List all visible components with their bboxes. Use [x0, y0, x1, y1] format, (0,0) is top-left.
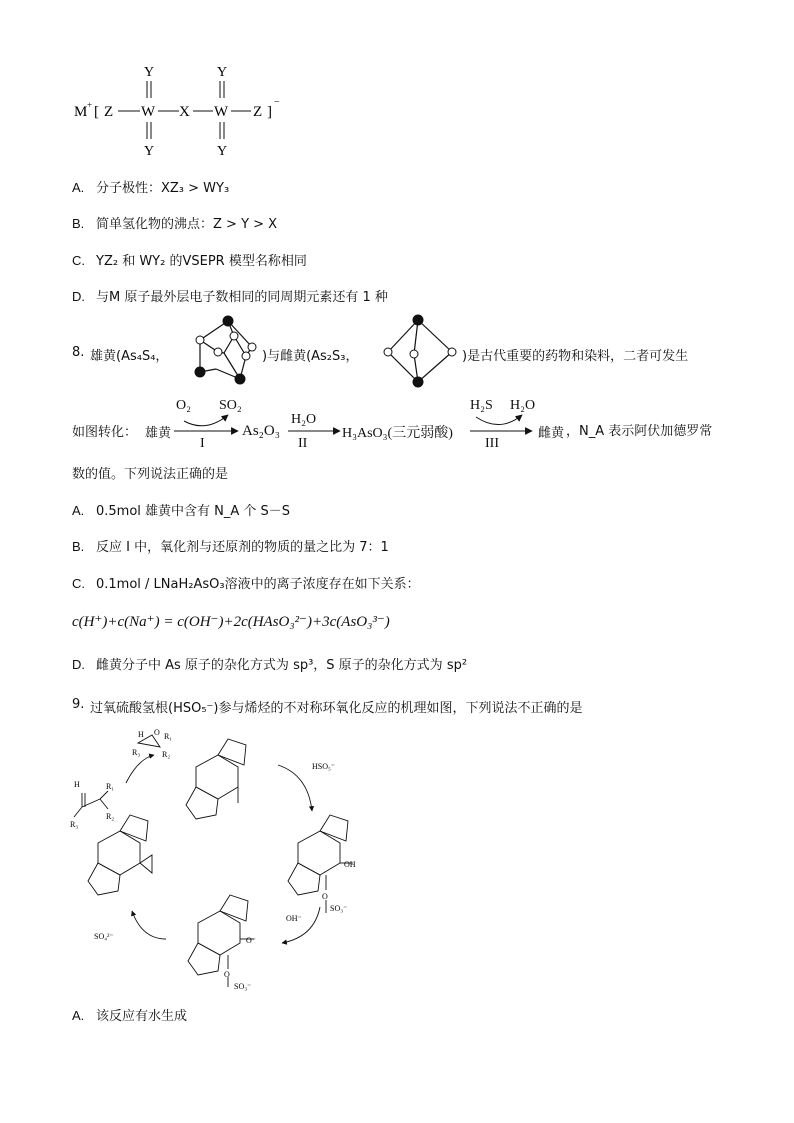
svg-text:[: [: [94, 104, 99, 120]
svg-text:−: −: [274, 97, 280, 108]
svg-text:H: H: [138, 730, 144, 739]
q7-option-a[interactable]: A. 分子极性：XZ₃ > WY₃: [72, 180, 230, 196]
q8-line2-prefix: 如图转化：: [72, 425, 138, 440]
svg-text:R₂: R₂: [162, 750, 171, 759]
scheme-intermediate-1: As₂O₃: [242, 423, 280, 439]
atom-z-left: Z: [104, 104, 114, 120]
realgar-structure-diagram: [188, 314, 264, 386]
q8-option-a[interactable]: A. 0.5mol 雄黄中含有 N_A 个 S－S: [72, 503, 291, 519]
q9-option-a[interactable]: A. 该反应有水生成: [72, 1008, 188, 1024]
svg-text:OH⁻: OH⁻: [286, 914, 302, 923]
q7-option-d[interactable]: D. 与M 原子最外层电子数相同的同周期元素还有 1 种: [72, 289, 388, 305]
svg-text:H: H: [74, 780, 80, 789]
q8-option-b[interactable]: B. 反应 I 中，氧化剂与还原剂的物质的量之比为 7：1: [72, 539, 389, 555]
q8-option-c-equation: c(H⁺)+c(Na⁺) = c(OH⁻)+2c(HAsO₃²⁻)+3c(AsO₃³⁻): [72, 614, 390, 630]
svg-text:+: +: [87, 100, 93, 110]
atom-z-right: Z: [253, 104, 263, 120]
q7-structure-diagram: [60, 60, 300, 165]
q8-number: 8.: [72, 345, 85, 360]
step2-label: II: [298, 436, 308, 451]
step3-label: III: [485, 436, 499, 451]
epoxidation-mechanism-diagram: [68, 725, 378, 995]
q7-option-b[interactable]: B. 简单氢化物的沸点：Z > Y > X: [72, 216, 278, 232]
atom-y-bottom-right: Y: [217, 144, 228, 159]
q8-line2-suffix: ，N_A 表示阿伏加德罗常: [566, 424, 713, 439]
q8-intro-b: )与雌黄(As₂S₃，: [262, 349, 359, 364]
q8-intro-a: 雄黄(As₄S₄，: [90, 349, 169, 364]
svg-text:O⁻: O⁻: [246, 936, 256, 945]
svg-text:HSO₅⁻: HSO₅⁻: [312, 762, 336, 771]
step3-byproduct: H₂O: [510, 398, 536, 413]
svg-text:OH: OH: [344, 860, 356, 869]
atom-w-right: W: [214, 104, 229, 120]
svg-text:R₂: R₂: [106, 812, 115, 821]
cation-symbol: M: [74, 104, 88, 120]
svg-text:SO₄²⁻: SO₄²⁻: [94, 932, 114, 941]
step1-reagent: O₂: [176, 398, 191, 413]
svg-text:R₃: R₃: [132, 748, 141, 757]
svg-text:R₁: R₁: [106, 782, 115, 791]
scheme-end: 雌黄: [538, 426, 565, 441]
q8-option-d[interactable]: D. 雌黄分子中 As 原子的杂化方式为 sp³，S 原子的杂化方式为 sp²: [72, 657, 468, 673]
atom-y-bottom-left: Y: [144, 144, 155, 159]
scheme-intermediate-2: H₃AsO₃(三元弱酸): [342, 426, 453, 441]
svg-text:R₁: R₁: [164, 732, 173, 741]
q8-intro-c: )是古代重要的药物和染料，二者可发生: [462, 349, 689, 364]
q9-number: 9.: [72, 697, 85, 712]
step2-reagent: H₂O: [291, 412, 317, 427]
orpiment-structure-diagram: [380, 312, 460, 388]
svg-text:SO₃⁻: SO₃⁻: [234, 982, 252, 991]
step1-label: I: [200, 436, 205, 451]
svg-text:]: ]: [267, 104, 272, 120]
scheme-start: 雄黄: [145, 426, 172, 441]
svg-text:R₃: R₃: [70, 820, 79, 829]
q9-stem: 过氧硫酸氢根(HSO₅⁻)参与烯烃的不对称环氧化反应的机理如图，下列说法不正确的是: [90, 701, 583, 716]
svg-text:O: O: [154, 728, 160, 737]
atom-y-top-left: Y: [144, 65, 155, 80]
q7-option-c[interactable]: C. YZ₂ 和 WY₂ 的VSEPR 模型名称相同: [72, 253, 307, 269]
step1-byproduct: SO₂: [219, 398, 242, 413]
svg-text:O: O: [224, 970, 230, 979]
q8-option-c[interactable]: C. 0.1mol / LNaH₂AsO₃溶液中的离子浓度存在如下关系：: [72, 576, 420, 592]
atom-x: X: [179, 104, 190, 120]
atom-w-left: W: [141, 104, 156, 120]
atom-y-top-right: Y: [217, 65, 228, 80]
svg-text:SO₃⁻: SO₃⁻: [330, 904, 348, 913]
svg-text:O: O: [322, 892, 328, 901]
step3-reagent: H₂S: [470, 398, 493, 413]
q8-line3: 数的值。下列说法正确的是: [72, 467, 229, 482]
